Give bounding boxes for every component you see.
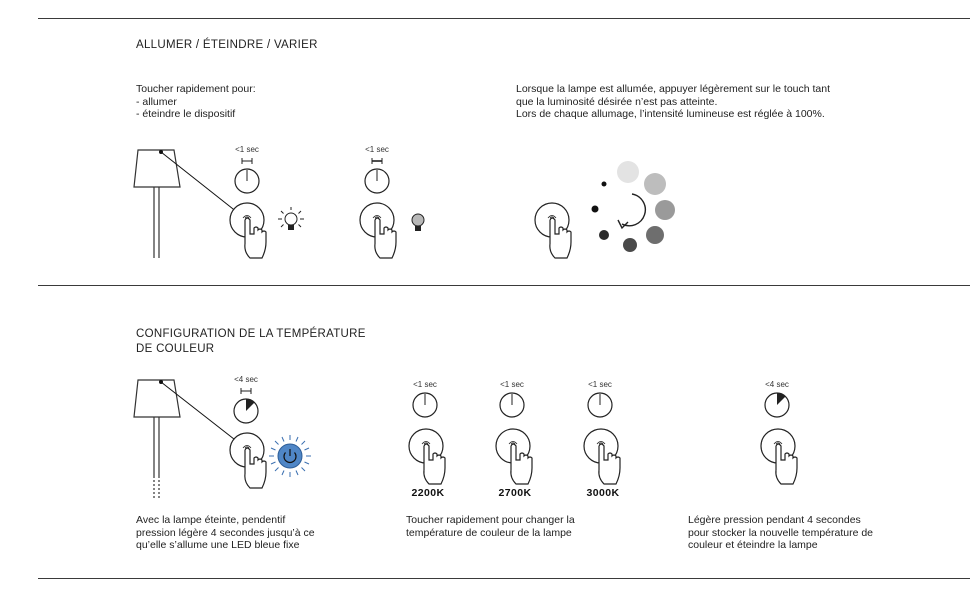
timer-d-label: <4 sec xyxy=(765,380,789,389)
touch-hand-icon xyxy=(230,430,270,492)
top-divider xyxy=(38,18,970,19)
stopwatch-icon xyxy=(586,391,616,423)
stopwatch-icon xyxy=(763,391,793,423)
stopwatch-icon xyxy=(411,391,441,423)
stopwatch-icon xyxy=(498,391,528,423)
temp-label-2200k: 2200K xyxy=(411,487,445,499)
middle-divider xyxy=(38,285,970,286)
section2-left-text: Avec la lampe éteinte, pendentif pression légère 4 secondes jusqu’à ce qu’elle s’allume une LED bleue fixe xyxy=(136,514,315,551)
timer-main-label: <4 sec xyxy=(234,375,258,384)
stopwatch-icon xyxy=(232,385,262,429)
touch-hand-icon xyxy=(535,200,575,262)
timer-b-label: <1 sec xyxy=(500,380,524,389)
section2-right-text: Légère pression pendant 4 secondes pour stocker la nouvelle température de couleur et éteindre la lampe xyxy=(688,514,874,551)
bulb-on-icon xyxy=(278,206,308,240)
temp-label-3000k: 3000K xyxy=(586,487,620,499)
touch-hand-icon xyxy=(230,200,270,262)
timer-c-label: <1 sec xyxy=(588,380,612,389)
timer2-label: <1 sec xyxy=(365,145,389,154)
touch-hand-icon xyxy=(409,426,449,488)
power-led-icon xyxy=(268,434,312,478)
section1-right-text: Lorsque la lampe est allumée, appuyer légèrement sur le touch tant que la luminosité désirée n’est pas atteinte. Lors de chaque allumage, l’intensité lumineuse est réglée à 100%. xyxy=(516,83,831,120)
stopwatch-icon xyxy=(233,155,263,199)
timer-a-label: <1 sec xyxy=(413,380,437,389)
brightness-cycle-icon xyxy=(588,158,688,258)
stopwatch-icon xyxy=(363,155,393,199)
section1-heading: ALLUMER / ÉTEINDRE / VARIER xyxy=(136,39,318,51)
timer1-label: <1 sec xyxy=(235,145,259,154)
touch-hand-icon xyxy=(496,426,536,488)
bulb-off-icon xyxy=(411,212,431,242)
temp-label-2700k: 2700K xyxy=(498,487,532,499)
bottom-divider xyxy=(38,578,970,579)
touch-hand-icon xyxy=(761,426,801,488)
section2-middle-text: Toucher rapidement pour changer la température de couleur de la lampe xyxy=(406,514,575,539)
touch-hand-icon xyxy=(584,426,624,488)
touch-hand-icon xyxy=(360,200,400,262)
section1-left-text: Toucher rapidement pour: - allumer - éteindre le dispositif xyxy=(136,83,256,120)
section2-heading: CONFIGURATION DE LA TEMPÉRATURE DE COULEUR xyxy=(136,328,366,355)
